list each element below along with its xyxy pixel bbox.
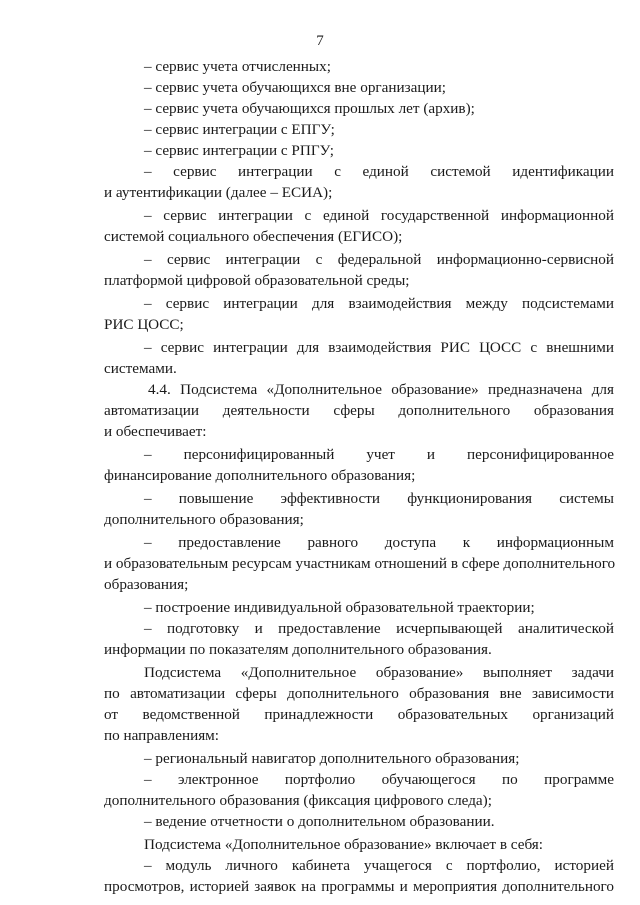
list-item-cont: и аутентификации (далее – ЕСИА);: [104, 184, 333, 201]
list-item: – подготовку и предоставление исчерпывающей аналитической: [144, 620, 614, 637]
list-item-cont: образования;: [104, 576, 189, 593]
list-item: – ведение отчетности о дополнительном образовании.: [144, 813, 495, 830]
list-item: – построение индивидуальной образовательной траектории;: [144, 599, 535, 616]
list-item: – повышение эффективности функционирования системы: [144, 490, 614, 507]
list-item: – сервис интеграции с ЕПГУ;: [144, 121, 335, 138]
paragraph-line: 4.4. Подсистема «Дополнительное образование» предназначена для: [148, 381, 614, 398]
list-item-cont: платформой цифровой образовательной среды;: [104, 272, 410, 289]
page-number: 7: [316, 33, 324, 49]
list-item-cont: системой социального обеспечения (ЕГИСО);: [104, 228, 403, 245]
list-item: – сервис учета обучающихся вне организации;: [144, 79, 446, 96]
list-item-cont: дополнительного образования (фиксация цифрового следа);: [104, 792, 492, 809]
list-item: – предоставление равного доступа к информационным: [144, 534, 614, 551]
list-item: – сервис учета обучающихся прошлых лет (архив);: [144, 100, 475, 117]
paragraph-line: и обеспечивает:: [104, 423, 207, 440]
list-item: – сервис интеграции с единой системой идентификации: [144, 163, 614, 180]
paragraph-line: автоматизации деятельности сферы дополнительного образования: [104, 402, 614, 419]
list-item-cont: дополнительного образования;: [104, 511, 304, 528]
list-item-cont: РИС ЦОСС;: [104, 316, 184, 333]
list-item: – персонифицированный учет и персонифицированное: [144, 446, 614, 463]
paragraph-line: по автоматизации сферы дополнительного образования вне зависимости: [104, 685, 614, 702]
list-item: – сервис учета отчисленных;: [144, 58, 331, 75]
paragraph-line: Подсистема «Дополнительное образование» включает в себя:: [144, 836, 544, 853]
list-item: – модуль личного кабинета учащегося с портфолио, историей: [144, 857, 614, 874]
list-item: – сервис интеграции для взаимодействия между подсистемами: [144, 295, 614, 312]
list-item: – сервис интеграции с РПГУ;: [144, 142, 334, 159]
paragraph-line: от ведомственной принадлежности образовательных организаций: [104, 706, 614, 723]
list-item-cont: системами.: [104, 360, 177, 377]
list-item: – электронное портфолио обучающегося по программе: [144, 771, 614, 788]
list-item: – сервис интеграции для взаимодействия РИС ЦОСС с внешними: [144, 339, 614, 356]
list-item: – сервис интеграции с единой государственной информационной: [144, 207, 614, 224]
list-item-cont: просмотров, историей заявок на программы и мероприятия дополнительного: [104, 878, 614, 895]
document-body: [104, 56, 614, 897]
list-item: – сервис интеграции с федеральной информационно-сервисной: [144, 251, 614, 268]
list-item-cont: и образовательным ресурсам участникам отношений в сфере дополнительного: [104, 555, 616, 572]
paragraph-line: по направлениям:: [104, 727, 220, 744]
list-item: – региональный навигатор дополнительного образования;: [144, 750, 520, 767]
list-item-cont: информации по показателям дополнительного образования.: [104, 641, 492, 658]
list-item-cont: финансирование дополнительного образования;: [104, 467, 416, 484]
paragraph-line: Подсистема «Дополнительное образование» выполняет задачи: [144, 664, 614, 681]
